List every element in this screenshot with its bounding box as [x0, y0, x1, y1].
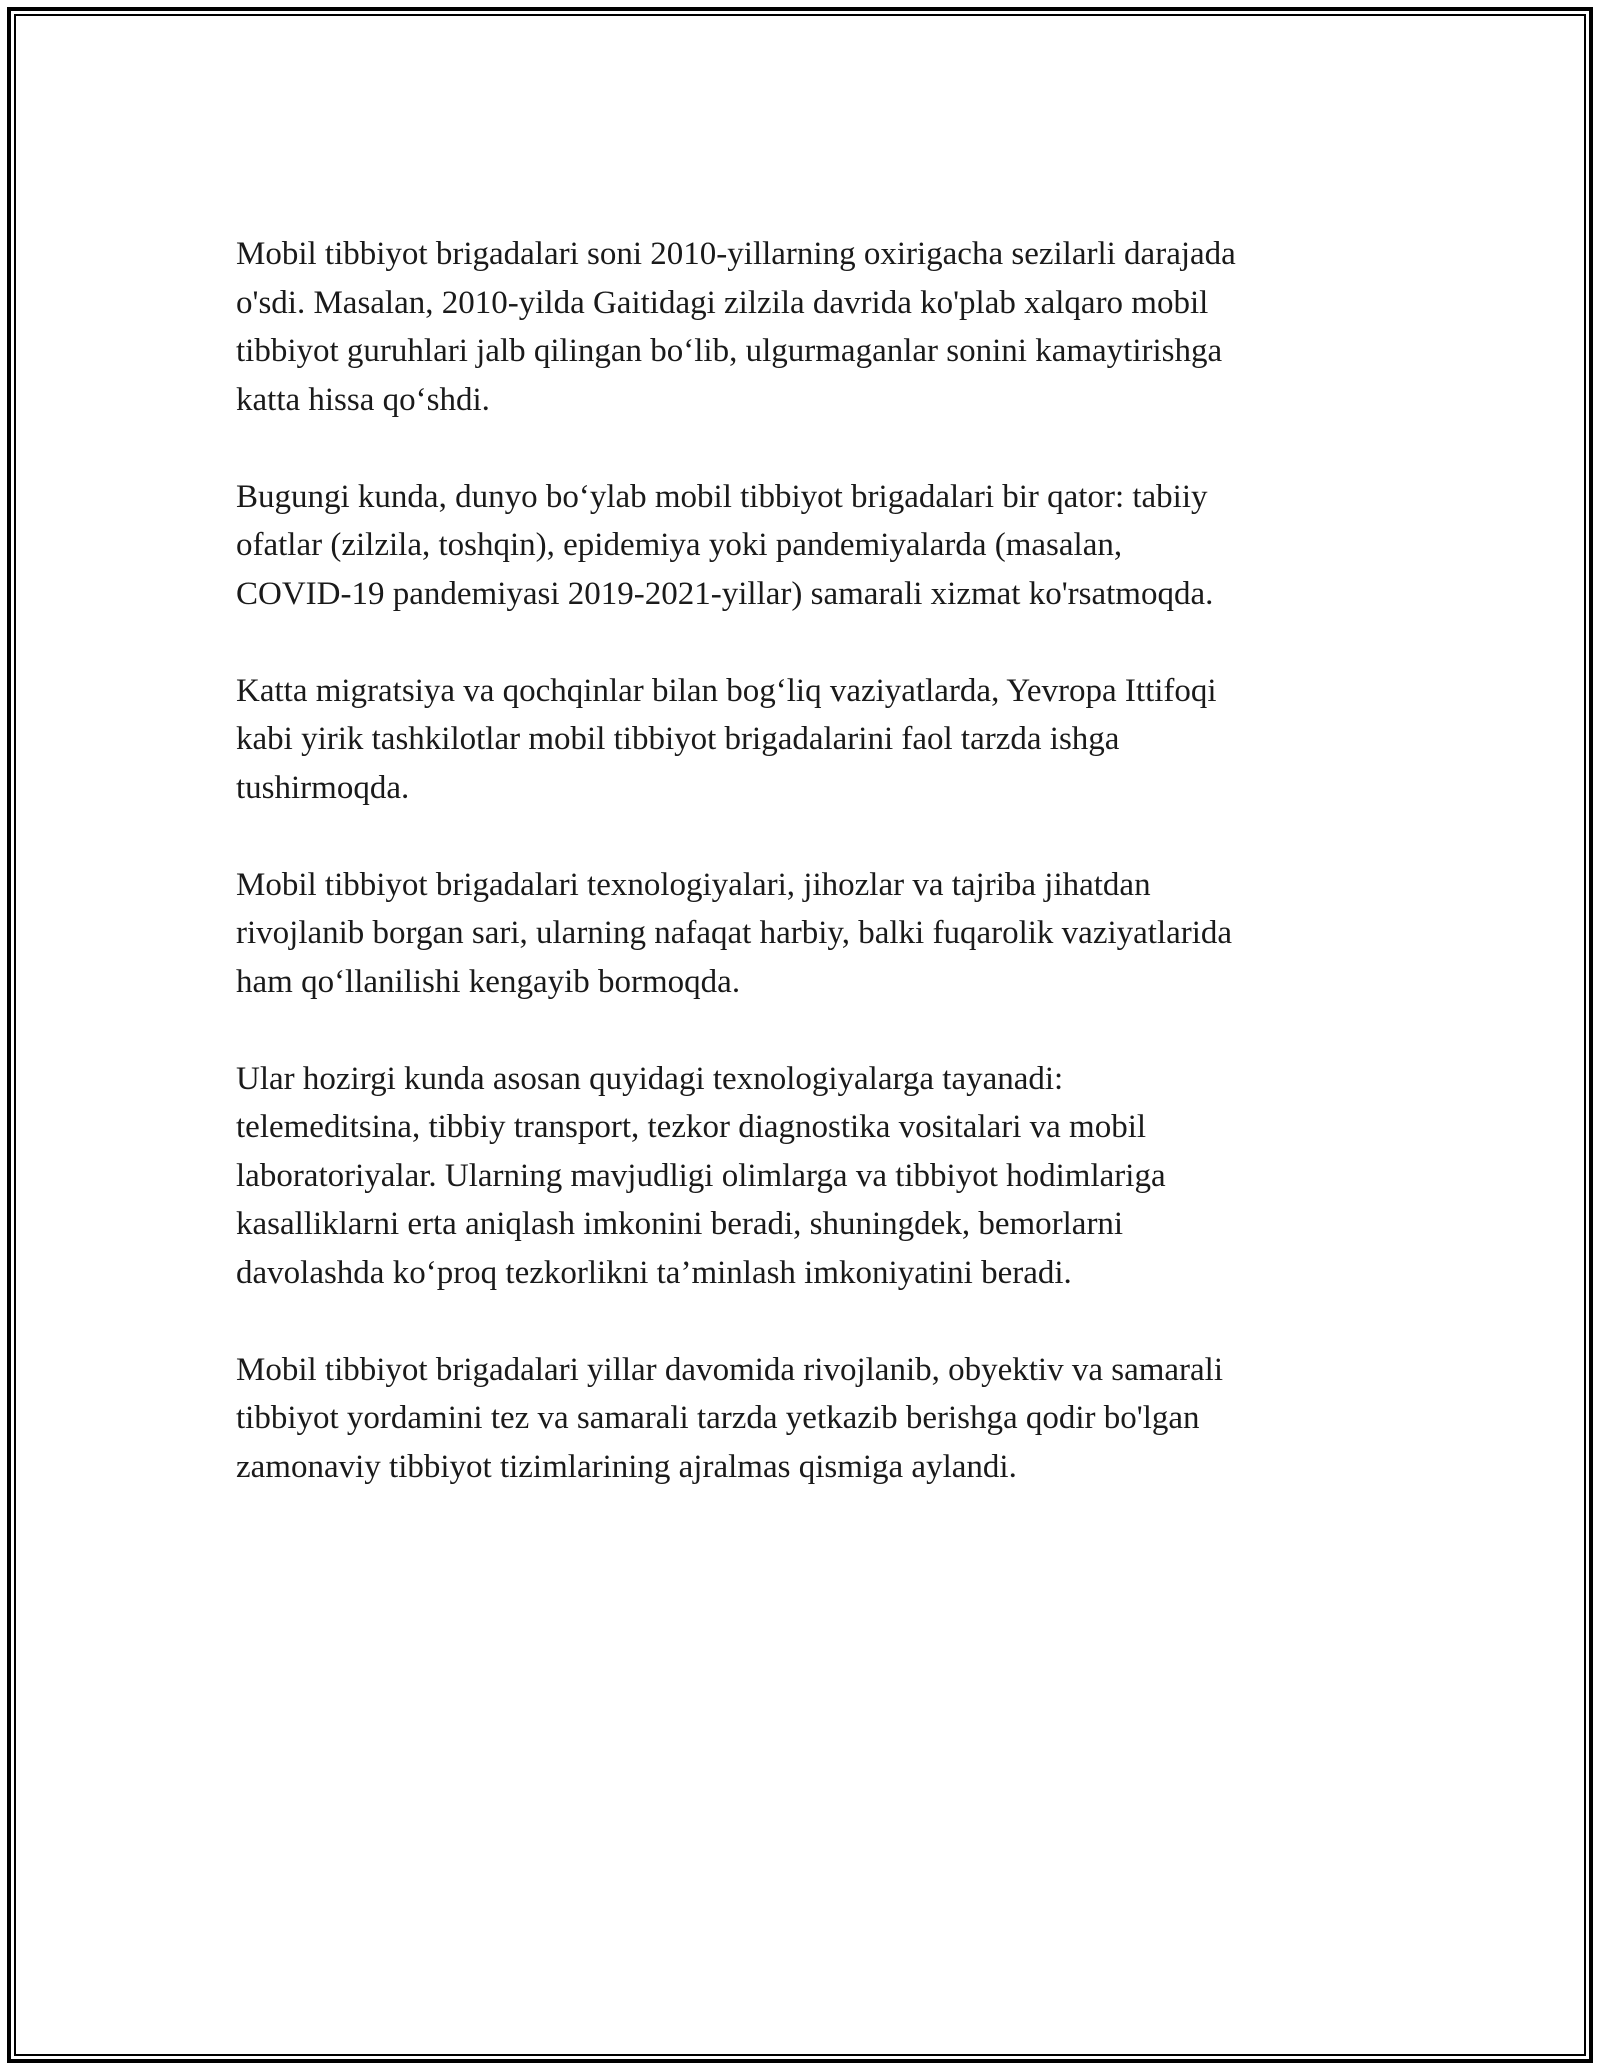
paragraph-6: [236, 1346, 1376, 1492]
paragraph-line: tibbiyot yordamini tez va samarali tarzda yetkazib berishga qodir bo'lgan: [236, 1400, 1200, 1436]
paragraph-line: Mobil tibbiyot brigadalari soni 2010-yillarning oxirigacha sezilarli darajada: [236, 236, 1236, 272]
paragraph-line: kasalliklarni erta aniqlash imkonini beradi, shuningdek, bemorlarni: [236, 1206, 1124, 1242]
paragraph-line: tushirmoqda.: [236, 769, 410, 806]
paragraph-line: Katta migratsiya va qochqinlar bilan bog‘liq vaziyatlarda, Yevropa Ittifoqi: [236, 672, 1217, 709]
paragraph-1: [236, 230, 1376, 424]
paragraph-line: Bugungi kunda, dunyo bo‘ylab mobil tibbiyot brigadalari bir qator: tabiiy: [236, 478, 1208, 515]
paragraph-line: ofatlar (zilzila, toshqin), epidemiya yoki pandemiyalarda (masalan,: [236, 527, 1123, 563]
paragraph-line: katta hissa qo‘shdi.: [236, 381, 490, 418]
paragraph-line: zamonaviy tibbiyot tizimlarining ajralmas qismiga aylandi.: [236, 1448, 1017, 1485]
paragraph-line: telemeditsina, tibbiy transport, tezkor diagnostika vositalari va mobil: [236, 1109, 1147, 1145]
paragraph-2: [236, 473, 1376, 619]
paragraph-4: [236, 861, 1376, 1007]
paragraph-line: ham qo‘llanilishi kengayib bormoqda.: [236, 963, 741, 1000]
paragraph-line: Mobil tibbiyot brigadalari texnologiyalari, jihozlar va tajriba jihatdan: [236, 866, 1151, 903]
paragraph-3: [236, 667, 1376, 813]
paragraph-5: [236, 1055, 1376, 1298]
paragraph-line: rivojlanib borgan sari, ularning nafaqat harbiy, balki fuqarolik vaziyatlarida: [236, 915, 1233, 951]
paragraph-line: COVID-19 pandemiyasi 2019-2021-yillar) samarali xizmat ko'rsatmoqda.: [236, 575, 1214, 612]
paragraph-line: o'sdi. Masalan, 2010-yilda Gaitidagi zilzila davrida ko'plab xalqaro mobil: [236, 284, 1209, 321]
paragraph-line: davolashda ko‘proq tezkorlikni ta’minlash imkoniyatini beradi.: [236, 1254, 1072, 1291]
paragraph-line: tibbiyot guruhlari jalb qilingan bo‘lib, ulgurmaganlar sonini kamaytirishga: [236, 333, 1223, 369]
paragraph-line: Mobil tibbiyot brigadalari yillar davomida rivojlanib, obyektiv va samarali: [236, 1351, 1224, 1388]
paragraph-line: Ular hozirgi kunda asosan quyidagi texnologiyalarga tayanadi:: [236, 1060, 1064, 1097]
paragraph-line: laboratoriyalar. Ularning mavjudligi olimlarga va tibbiyot hodimlariga: [236, 1157, 1166, 1194]
paragraph-line: kabi yirik tashkilotlar mobil tibbiyot brigadalarini faol tarzda ishga: [236, 721, 1120, 757]
document-body: [236, 230, 1376, 1540]
